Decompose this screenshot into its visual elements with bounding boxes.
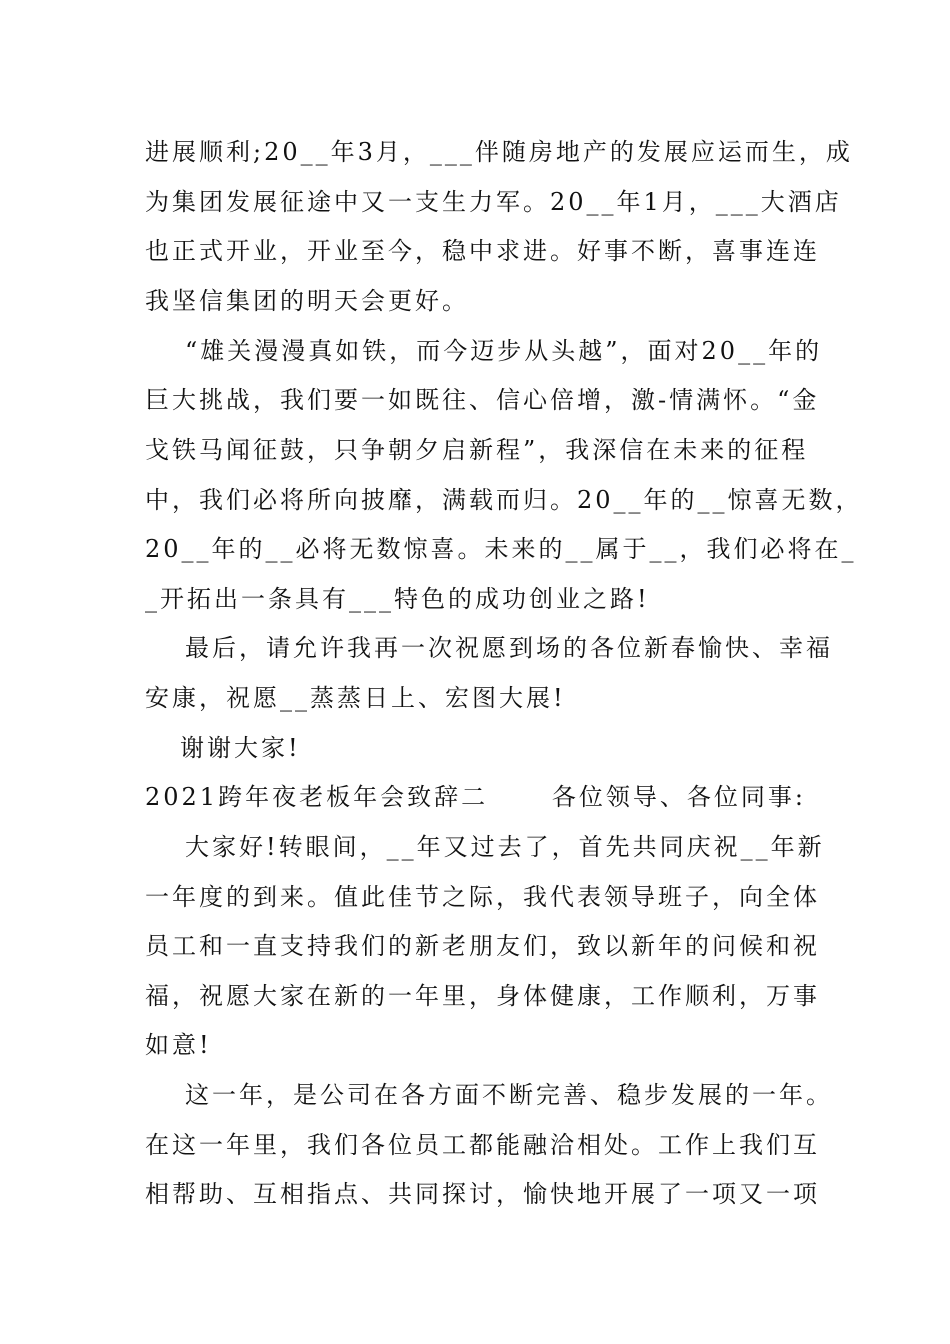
text-line: 戈铁马闻征鼓，只争朝夕启新程”，我深信在未来的征程 (145, 436, 809, 464)
text-line: 这一年，是公司在各方面不断完善、稳步发展的一年。 (185, 1081, 833, 1109)
text-line: 巨大挑战，我们要一如既往、信心倍增，激-情满怀。“金 (145, 386, 820, 414)
text-line: 谢谢大家! (180, 734, 301, 762)
text-line: 20__年的__必将无数惊喜。未来的__属于__，我们必将在_ (145, 535, 857, 563)
text-line: 中，我们必将所向披靡，满载而归。20__年的__惊喜无数， (145, 486, 863, 514)
text-line: 在这一年里，我们各位员工都能融洽相处。工作上我们互 (145, 1131, 820, 1159)
text-line: 如意! (145, 1031, 212, 1059)
text-line: 进展顺利;20__年3月，___伴随房地产的发展应运而生，成 (145, 138, 853, 166)
text-line: 一年度的到来。值此佳节之际，我代表领导班子，向全体 (145, 883, 820, 911)
text-line: _开拓出一条具有___特色的成功创业之路! (145, 585, 650, 613)
text-line: 安康，祝愿__蒸蒸日上、宏图大展! (145, 684, 566, 712)
text-line: 为集团发展征途中又一支生力军。20__年1月，___大酒店 (145, 188, 842, 216)
text-line: 福，祝愿大家在新的一年里，身体健康，工作顺利，万事 (145, 982, 820, 1010)
text-line: 相帮助、互相指点、共同探讨，愉快地开展了一项又一项 (145, 1180, 820, 1208)
section-heading: 2021跨年夜老板年会致辞二 各位领导、各位同事: (145, 783, 806, 811)
text-line: 我坚信集团的明天会更好。 (145, 287, 469, 315)
text-line: 大家好!转眼间，__年又过去了，首先共同庆祝__年新 (185, 833, 825, 861)
text-line: 也正式开业，开业至今，稳中求进。好事不断，喜事连连 (145, 237, 820, 265)
text-line: 员工和一直支持我们的新老朋友们，致以新年的问候和祝 (145, 932, 820, 960)
text-line: “雄关漫漫真如铁，而今迈步从头越”，面对20__年的 (185, 337, 823, 365)
text-line: 最后，请允许我再一次祝愿到场的各位新春愉快、幸福 (185, 634, 833, 662)
